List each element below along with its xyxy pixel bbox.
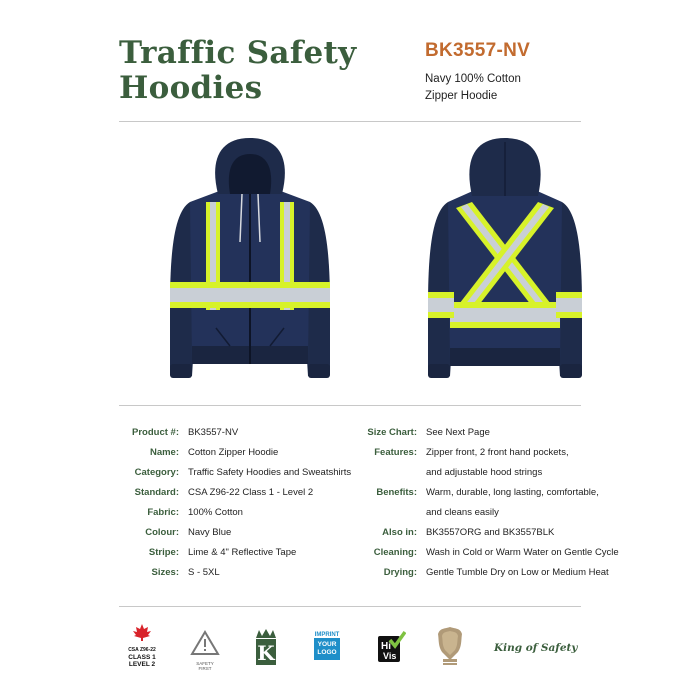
spec-label: Size Chart: [367,427,417,438]
hi-vis-logo [376,630,406,669]
hoodie-back-image [420,132,590,390]
spec-label: Also in: [382,527,417,538]
title-line-2: Hoodies [119,70,263,106]
spec-label: Product #: [132,427,179,438]
spec-label: Category: [134,467,179,478]
product-subtitle [425,71,521,105]
subtitle-line-2: Zipper Hoodie [425,90,498,102]
spec-value: 100% Cotton [188,507,243,518]
king-of-safety-brand: King of Safety [494,642,578,654]
safety-first-logo [190,630,220,671]
spec-label: Standard: [134,487,179,498]
divider-top [119,121,581,122]
spec-value: CSA Z96-22 Class 1 - Level 2 [188,487,314,498]
product-code: BK3557-NV [425,40,531,61]
hoodie-front-image [160,132,340,390]
imprint-line-1: YOUR [317,641,337,648]
certification-logos [0,622,700,672]
safety-first-text: SAFETY FIRST [196,661,214,671]
page-title [119,36,356,106]
spec-value: Traffic Safety Hoodies and Sweatshirts [188,467,352,478]
svg-text:Hi: Hi [381,641,391,652]
spec-value: Lime & 4" Reflective Tape [188,547,297,558]
subtitle-line-1: Navy 100% Cotton [425,73,521,85]
spec-label: Features: [374,447,417,458]
divider-middle [119,405,581,406]
csa-line-1: CSA Z96-22 [128,647,156,653]
csa-logo [124,622,160,668]
spec-label: Colour: [145,527,179,538]
maple-leaf-icon [124,622,160,642]
svg-text:Vis: Vis [383,651,397,661]
csa-line-2: CLASS 1 [128,654,156,661]
spec-label: Drying: [383,567,417,578]
spec-value: Wash in Cold or Warm Water on Gentle Cycle [426,547,619,558]
spec-label: Benefits: [376,487,417,498]
seal-badge-icon [436,626,464,666]
warning-triangle-icon [190,630,220,656]
spec-value: BK3557-NV [188,427,239,438]
spec-label: Stripe: [148,547,179,558]
spec-value: Warm, durable, long lasting, comfortable, [426,487,599,498]
spec-value: and adjustable hood strings [426,467,543,478]
hi-vis-check-icon [376,630,406,664]
divider-bottom [119,606,581,607]
title-line-1: Traffic Safety [119,35,357,71]
crown-k-icon [254,628,278,666]
spec-value: Cotton Zipper Hoodie [188,447,279,458]
king-k-logo [254,628,278,671]
spec-value: Gentle Tumble Dry on Low or Medium Heat [426,567,609,578]
spec-value: Zipper front, 2 front hand pockets, [426,447,569,458]
spec-label: Fabric: [147,507,179,518]
spec-label: Sizes: [151,567,179,578]
standard-seal-logo [436,626,464,671]
spec-label: Name: [149,447,179,458]
spec-label: Cleaning: [373,547,417,558]
spec-value: S - 5XL [188,567,220,578]
csa-line-3: LEVEL 2 [128,661,156,668]
imprint-box [314,638,340,660]
svg-text:K: K [257,641,275,665]
spec-value: See Next Page [426,427,490,438]
spec-value: BK3557ORG and BK3557BLK [426,527,555,538]
imprint-label: IMPRINT [314,632,340,638]
imprint-logo [314,632,340,660]
imprint-line-2: LOGO [317,649,337,656]
spec-value: and cleans easily [426,507,499,518]
spec-value: Navy Blue [188,527,232,538]
specs-table [0,423,700,603]
